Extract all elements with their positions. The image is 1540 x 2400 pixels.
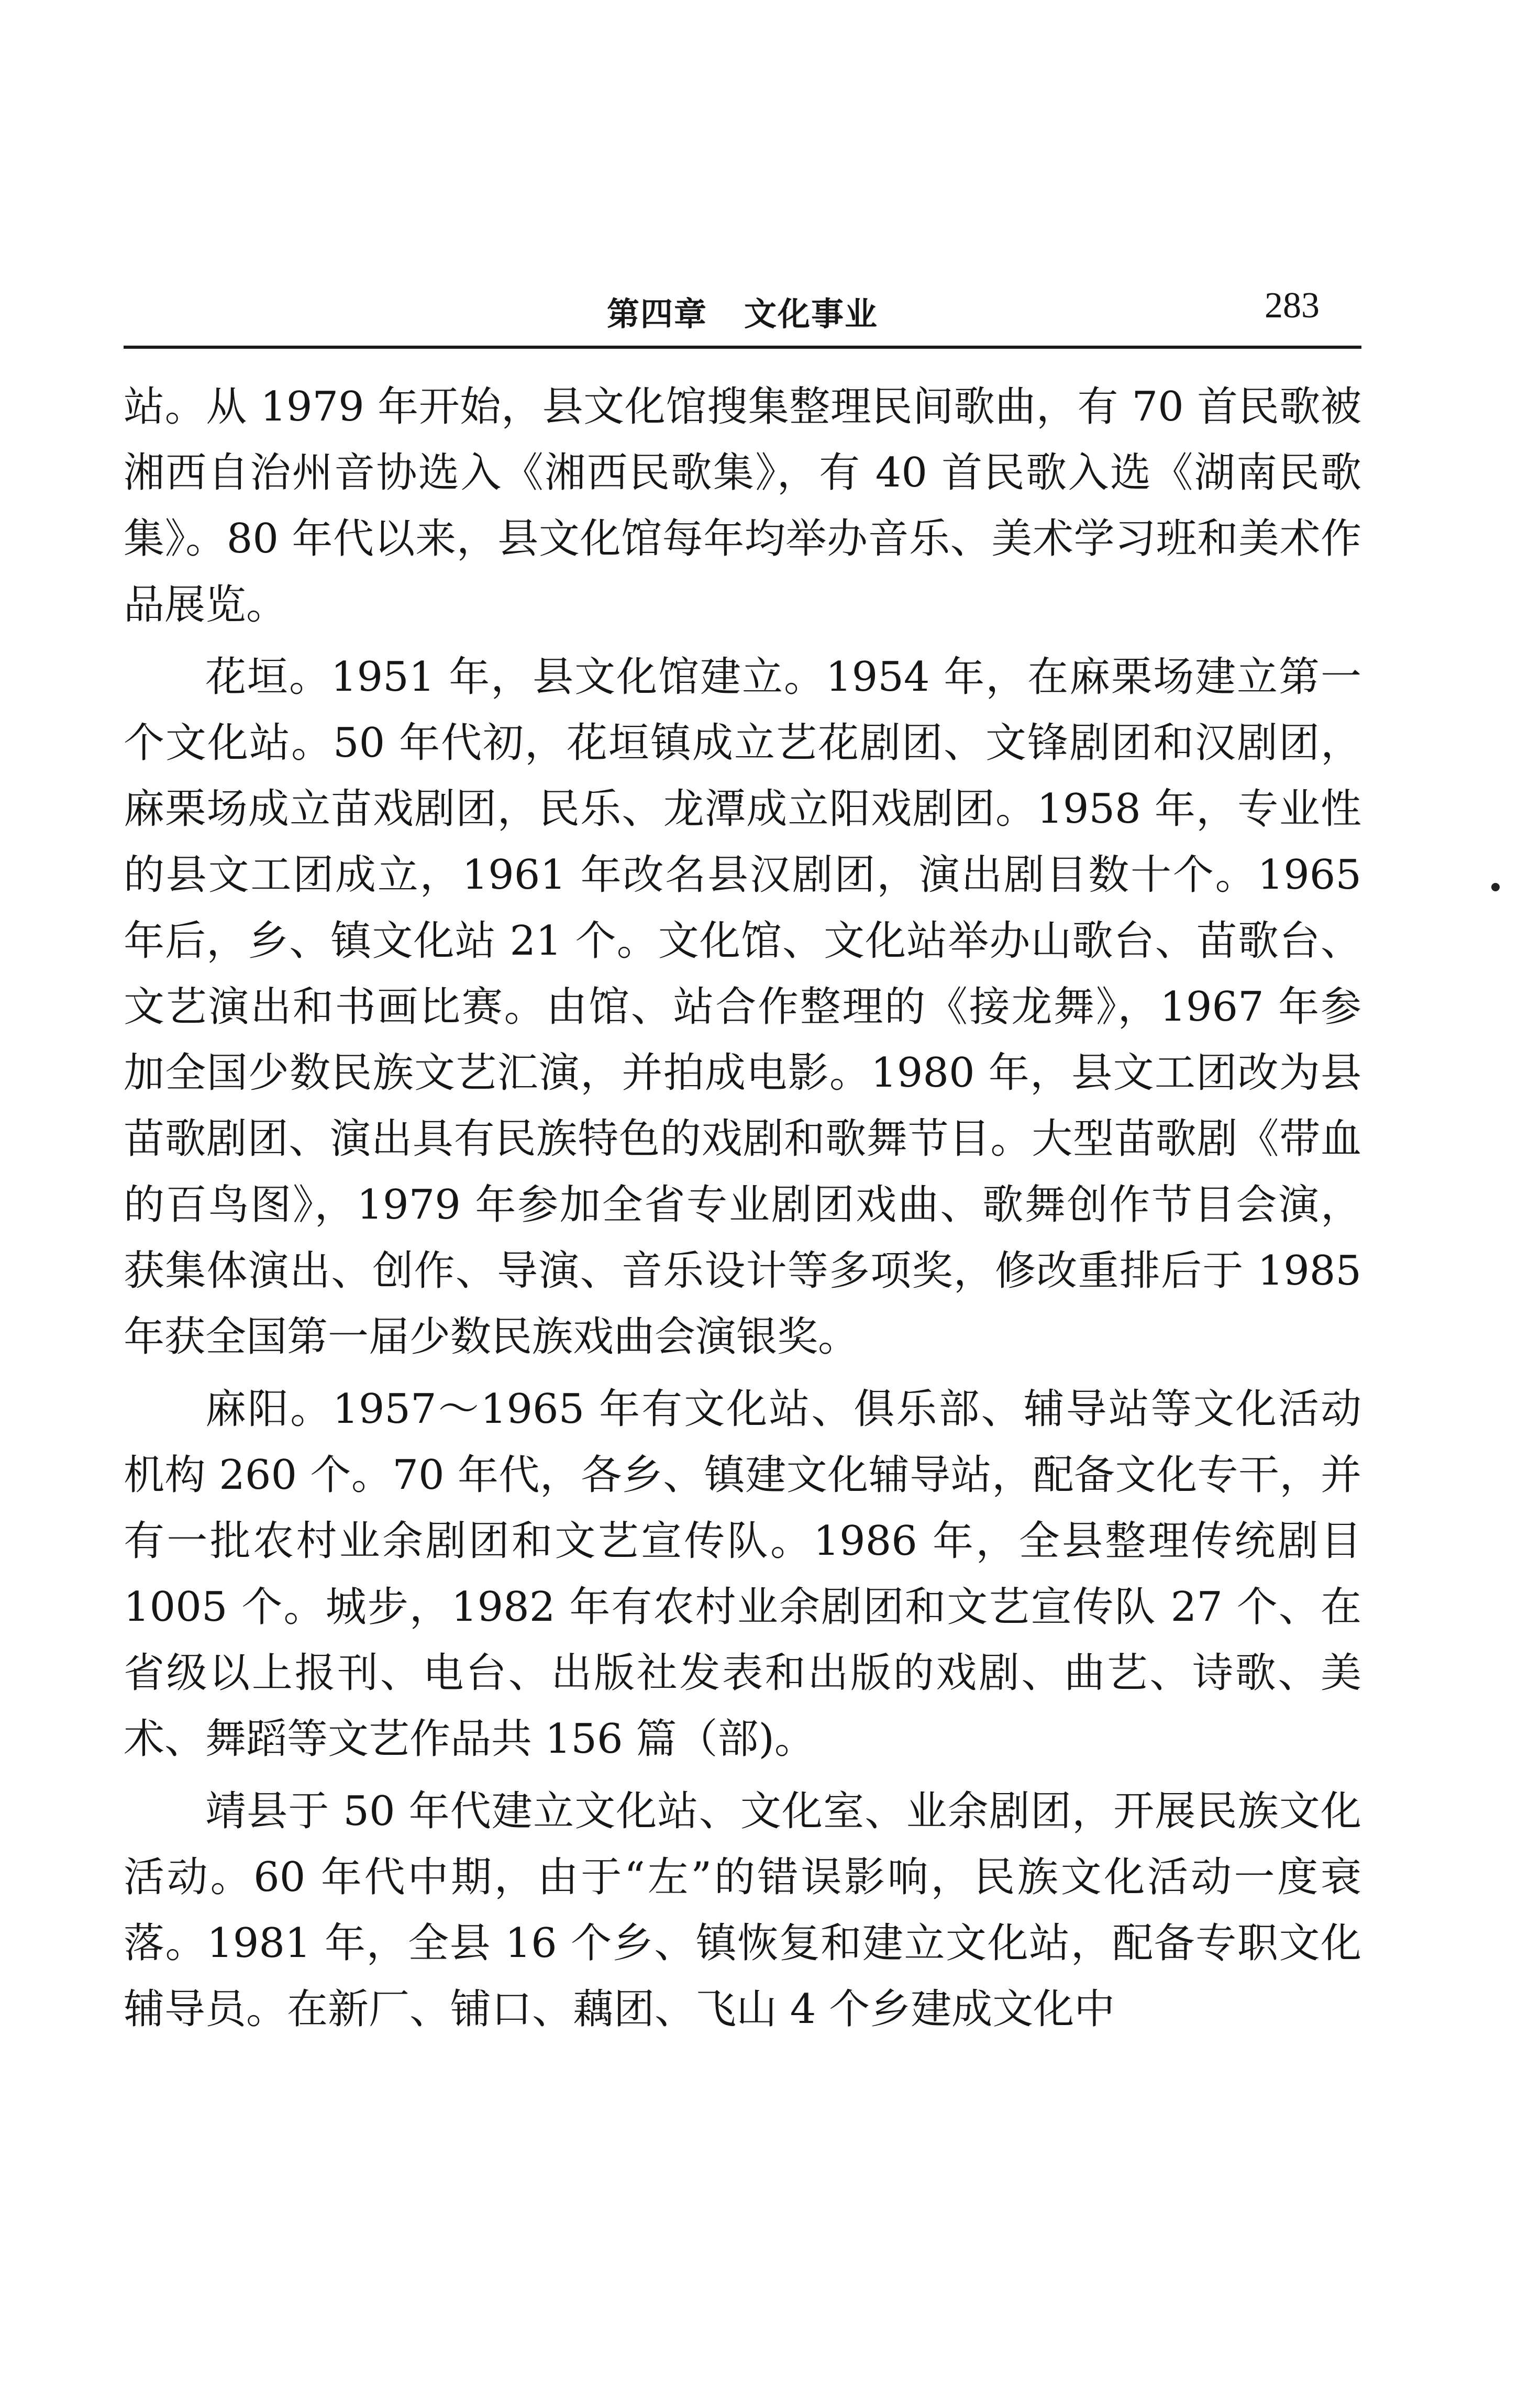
paragraph-huayuan: 花垣。1951 年，县文化馆建立。1954 年，在麻栗场建立第一个文化站。50 年代初，花垣镇成立艺花剧团、文锋剧团和汉剧团，麻栗场成立苗戏剧团，民乐、龙潭成立阳戏剧团。1958 年，专业性的县文工团成立，1961 年改名县汉剧团，演出剧目数十个。1965 年后，乡、镇文化站 21 个。文化馆、文化站举办山歌台、苗歌台、文艺演出和书画比赛。由馆、站合作整理的《接龙舞》，1967 年参加全国少数民族文艺汇演，并拍成电影。1980 年，县文工团改为县苗歌剧团、演出具有民族特色的戏剧和歌舞节目。大型苗歌剧《带血的百鸟图》，1979 年参加全省专业剧团戏曲、歌舞创作节目会演，获集体演出、创作、导演、音乐设计等多项奖，修改重排后于 1985 年获全国第一届少数民族戏曲会演银奖。 (124, 654, 1361, 1361)
chapter-title (124, 288, 1361, 335)
scan-speck (1491, 883, 1500, 891)
running-header (124, 278, 1361, 351)
page-number: 283 (1265, 285, 1320, 326)
paragraph-jingxian: 靖县于 50 年代建立文化站、文化室、业余剧团，开展民族文化活动。60 年代中期，由于“左”的错误影响，民族文化活动一度衰落。1981 年，全县 16 个乡、镇恢复和建立文化站，配备专职文化辅导员。在新厂、铺口、藕团、飞山 4 个乡建成文化中 (124, 1788, 1361, 2033)
paragraph-continuation: 站。从 1979 年开始，县文化馆搜集整理民间歌曲，有 70 首民歌被湘西自治州音协选入《湘西民歌集》，有 40 首民歌入选《湖南民歌集》。80 年代以来，县文化馆每年均举办音乐、美术学习班和美术作品展览。 (124, 383, 1361, 628)
header-rule (124, 346, 1361, 349)
paragraph-mayang: 麻阳。1957～1965 年有文化站、俱乐部、辅导站等文化活动机构 260 个。70 年代，各乡、镇建文化辅导站，配备文化专干，并有一批农村业余剧团和文艺宣传队。1986 年，全县整理传统剧目 1005 个。城步，1982 年有农村业余剧团和文艺宣传队 27 个、在省级以上报刊、电台、出版社发表和出版的戏剧、曲艺、诗歌、美术、舞蹈等文艺作品共 156 篇（部)。 (124, 1386, 1361, 1763)
chapter-label: 第四章 (606, 295, 707, 333)
body-text (124, 374, 1361, 2049)
section-label: 文化事业 (744, 295, 879, 333)
